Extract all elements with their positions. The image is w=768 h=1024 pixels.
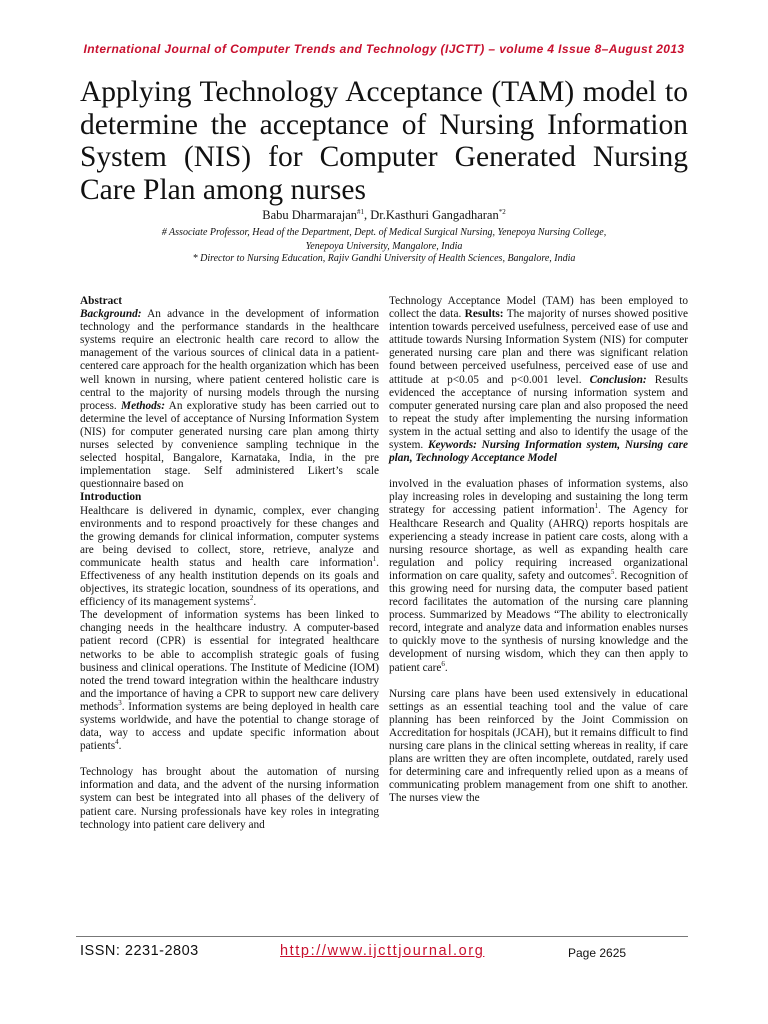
keywords-label: Keywords:	[427, 439, 477, 452]
intro-cont-text-c: . Recognition of this growing need for nursing data, the computer based patient record facilitates the automation of the nursing care planning process. Summarized by Meadows “The ability to electronically record, integrate and analyze data and information enables nurses to quickly move to the synthesis of nursing knowledge and the development of nursing wisdom, which they can then apply to patient care	[389, 569, 688, 674]
results-label: Results:	[464, 308, 504, 321]
footer-divider	[76, 936, 688, 937]
author-line	[0, 208, 768, 223]
intro-p1-text-b: . Effectiveness of any health institution depends on its goals and objectives, its strategic location, soundness of its operations, and efficiency of its management systems	[80, 556, 379, 609]
author-1: Babu Dharmarajan	[262, 208, 358, 223]
journal-header: International Journal of Computer Trends and Technology (IJCTT) – volume 4 Issue 8–August 2013	[83, 42, 685, 56]
author-separator: ,	[364, 208, 371, 223]
left-column	[80, 295, 379, 832]
citation-ref: 1	[594, 502, 599, 511]
conclusion-text: Results evidenced the acceptance of nursing information system and computer generated nursing care plan and also proposed the need to repeat the study after implementing the nursing information system in the actual setting and also to identify the usage of the system.	[389, 373, 689, 452]
conclusion-label: Conclusion:	[589, 373, 647, 386]
paragraph-gap	[389, 465, 688, 478]
journal-website-link[interactable]: http://www.ijcttjournal.org	[280, 943, 485, 959]
methods-label: Methods:	[121, 399, 165, 412]
intro-p1-text-c: .	[253, 596, 257, 609]
citation-ref: 1	[372, 555, 377, 564]
citation-ref: 2	[249, 594, 254, 603]
issn-label: ISSN: 2231-2803	[80, 943, 199, 959]
affiliation-1: # Associate Professor, Head of the Department, Dept. of Medical Surgical Nursing, Yenepoya Nursing College,	[161, 227, 607, 238]
citation-ref: 4	[115, 738, 119, 747]
abstract-paragraph	[80, 308, 379, 491]
intro-cont-text-b: . The Agency for Healthcare Research and Quality (AHRQ) reports hospitals are experiencing a steady increase in patient care costs, along with a nursing resource shortage, as well as expanding health care regulation and policy requiring increased organizational information on care quality, safety and outcomes	[389, 504, 689, 582]
paragraph-gap	[80, 753, 379, 766]
intro-p2-text-a: The development of information systems has been linked to changing needs in the healthcare industry. A computer-based patient record (CPR) is essential for integrated healthcare networks to be able to accomplish strategic goals of fusing business and clinical operations. The Institute of Medicine (IOM) noted the trend toward integration within the healthcare industry and the importance of having a CPR to support new care delivery methods	[80, 609, 379, 713]
results-text: The majority of nurses showed positive intention towards perceived usefulness, perceived ease of use and attitude towards Nursing Information System (NIS) for computer generated nursing care plan and there was significant relation found between perceived usefulness, perceived ease of use and attitude at p<0.05 and p<0.001 level.	[389, 308, 688, 386]
abstract-continued	[389, 295, 688, 465]
intro-paragraph-3: Technology has brought about the automation of nursing information and data, and the advent of the nursing information system can best be integrated into all phases of the delivery of patient care. Nursing professionals have key roles in integrating technology into patient care delivery and	[80, 766, 379, 831]
citation-ref: 6	[441, 659, 445, 668]
affiliation-3: * Director to Nursing Education, Rajiv Gandhi University of Health Sciences, Bangalore, India	[192, 253, 576, 264]
paper-title: Applying Technology Acceptance (TAM) model to determine the acceptance of Nursing Information System (NIS) for Computer Generated Nursing Care Plan among nurses	[80, 76, 688, 206]
background-label: Background:	[80, 308, 142, 321]
intro-paragraph-2	[80, 609, 379, 753]
background-text: An advance in the development of information technology and the performance standards in the healthcare systems require an electronic health care record to allow the management of the various sources of clinical data in a patient-centered care approach for the health organization which has been well known in nursing, where patient centered holistic care is central to the majority of nursing models through the nursing process.	[80, 308, 379, 412]
intro-p2-text-c: .	[118, 740, 122, 753]
author-1-mark: #1	[357, 208, 365, 216]
intro-p1-text-a: Healthcare is delivered in dynamic, complex, ever changing environments and to respond proactively for these changes and the growing demands for clinical information, computer systems are being devised to collect, store, retrieve, analyze and communicate health status and health care information	[80, 504, 379, 569]
citation-ref: 5	[610, 568, 615, 577]
abstract-cont-text-a: Technology Acceptance Model (TAM) has been employed to collect the data.	[389, 295, 688, 321]
keywords-text: Nursing Information system, Nursing care plan, Technology Acceptance Model	[389, 439, 688, 465]
care-plan-paragraph: Nursing care plans have been used extensively in educational settings as an essential teaching tool and the value of care planning has been reinforced by the Joint Commission on Accreditation for hospitals (JCAH), but it remains difficult to find nursing care plans in the clinical setting whereas in reality, if care plans are written they are often incomplete, outdated, rarely used for determining care and infrequently relied upon as a means of communicating problem management from one shift to another. The nurses view the	[389, 687, 688, 805]
author-2-mark: *2	[498, 208, 506, 216]
intro-paragraph-1	[80, 505, 379, 610]
introduction-heading: Introduction	[80, 491, 142, 504]
intro-p2-text-b: . Information systems are being deployed in health care systems worldwide, and have the potential to change storage of data, way to access and update specific information about patients	[80, 700, 379, 753]
affiliation-2: Yenepoya University, Mangalore, India	[305, 241, 463, 252]
right-column	[389, 295, 688, 805]
intro-cont-text-d: .	[444, 661, 448, 674]
methods-text: An explorative study has been carried out to determine the level of acceptance of Nursing Information System (NIS) for computer generated nursing care plan among thirty nurses selected by convenience sampling technique in the selected hospital, Bangalore, Karnataka, India, in the pre implementation stage. Self administered Likert’s scale questionnaire based on	[80, 399, 379, 491]
citation-ref: 3	[118, 699, 122, 708]
abstract-heading: Abstract	[80, 295, 123, 307]
author-2: Dr.Kasthuri Gangadharan	[370, 208, 499, 223]
intro-cont-text-a: involved in the evaluation phases of information systems, also play increasing roles in developing and sustaining the long term strategy for accessing patient information	[389, 478, 688, 517]
paragraph-gap	[389, 675, 688, 688]
page-number: Page 2625	[568, 946, 627, 960]
intro-continued-paragraph	[389, 478, 688, 674]
page-footer	[80, 941, 688, 963]
